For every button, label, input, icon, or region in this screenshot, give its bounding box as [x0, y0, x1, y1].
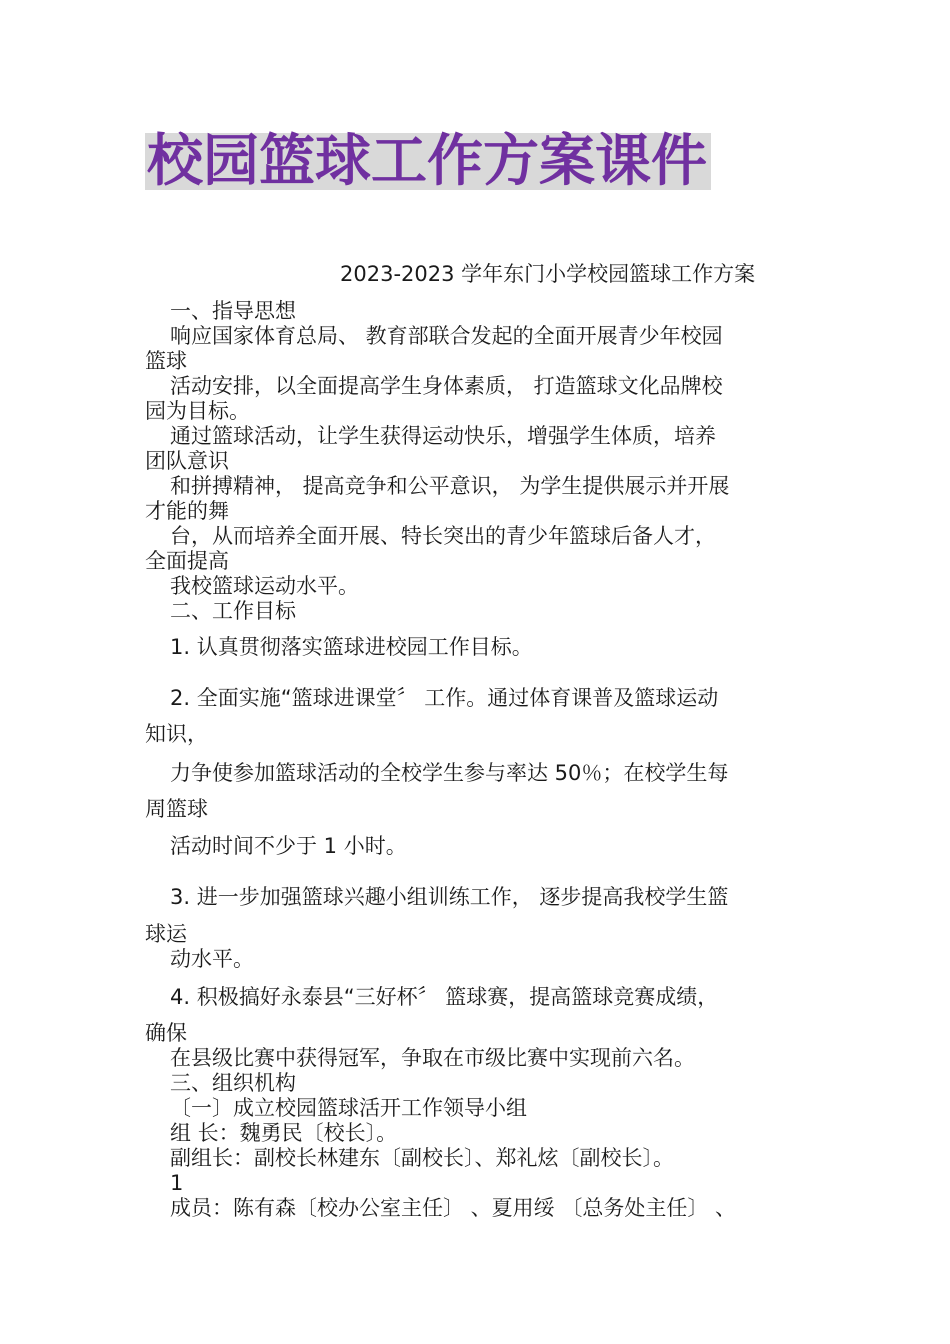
body-line: 在县级比赛中获得冠军，争取在市级比赛中实现前六名。 [170, 1046, 695, 1070]
section-heading-guiding-ideology: 一、指导思想 [170, 299, 296, 323]
body-line: 和拼搏精神， 提高竞争和公平意识， 为学生提供展示并开展 [170, 474, 730, 498]
body-line: 团队意识 [145, 449, 229, 473]
body-line: 全面提高 [145, 549, 229, 573]
deputy-leader-line: 副组长：副校长林建东〔副校长〕、郑礼炫〔副校长〕。 [170, 1146, 674, 1170]
body-line: 动水平。 [170, 947, 254, 971]
subsection-heading: 〔一〕成立校园篮球活开工作领导小组 [170, 1096, 527, 1120]
body-line: 通过篮球活动，让学生获得运动快乐，增强学生体质，培养 [170, 424, 716, 448]
body-line: 台，从而培养全面开展、特长突出的青少年篮球后备人才， [170, 524, 716, 548]
leader-line: 组 长：魏勇民〔校长〕。 [170, 1121, 398, 1145]
body-line: 我校篮球运动水平。 [170, 574, 359, 598]
goal-item-3: 3. 进一步加强篮球兴趣小组训练工作， 逐步提高我校学生篮 [170, 885, 729, 909]
goal-item-1: 1. 认真贯彻落实篮球进校园工作目标。 [170, 635, 533, 659]
goal-item-2: 2. 全面实施“篮球进课堂〞 工作。通过体育课普及篮球运动 [170, 686, 719, 710]
body-line: 力争使参加篮球活动的全校学生参与率达 50％；在校学生每 [170, 761, 729, 785]
section-heading-organization: 三、组织机构 [170, 1071, 296, 1095]
body-line: 球运 [145, 922, 187, 946]
body-line: 周篮球 [145, 797, 208, 821]
goal-item-4: 4. 积极搞好永泰县“三好杯〞 篮球赛，提高篮球竞赛成绩， [170, 985, 719, 1009]
body-line: 响应国家体育总局、 教育部联合发起的全面开展青少年校园 [170, 324, 723, 348]
page-title: 校园篮球工作方案课件 [145, 133, 711, 190]
body-line: 园为目标。 [145, 399, 250, 423]
document-subtitle: 2023-2023 学年东门小学校园篮球工作方案 [340, 262, 756, 286]
body-line: 篮球 [145, 349, 187, 373]
body-line: 知识， [145, 722, 208, 746]
body-line: 活动安排，以全面提高学生身体素质， 打造篮球文化品牌校 [170, 374, 723, 398]
section-heading-work-goals: 二、工作目标 [170, 599, 296, 623]
page-number: 1 [170, 1171, 184, 1195]
body-line: 活动时间不少于 1 小时。 [170, 834, 407, 858]
body-line: 才能的舞 [145, 499, 229, 523]
body-line: 确保 [145, 1021, 187, 1045]
members-line: 成员：陈有森〔校办公室主任〕 、夏用绥 〔总务处主任〕 、 [170, 1196, 737, 1220]
